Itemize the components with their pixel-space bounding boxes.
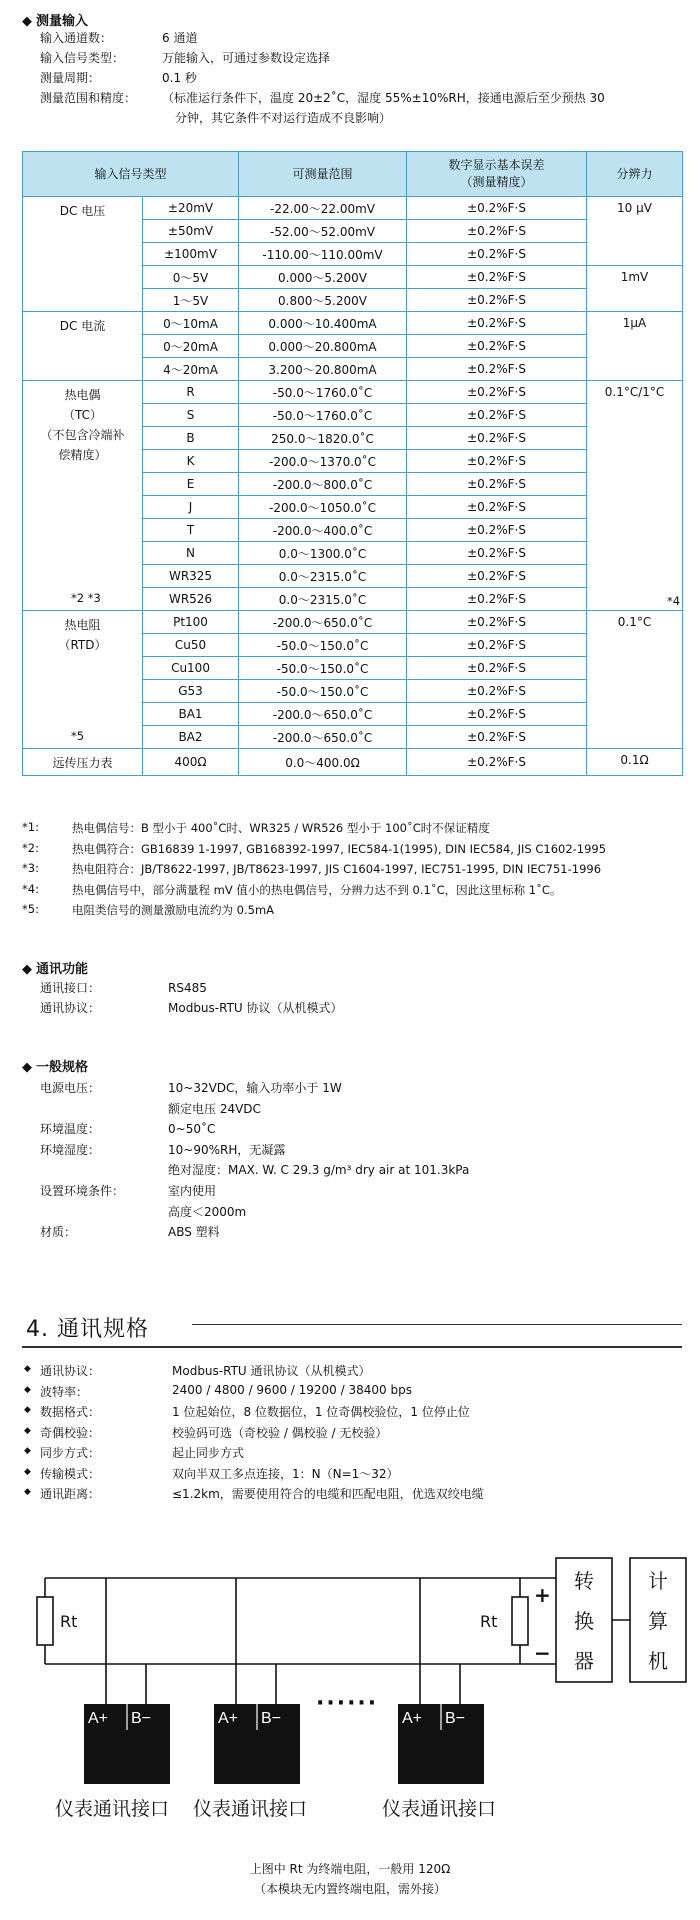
range-cell: 0.0～2315.0˚C — [239, 588, 407, 611]
accuracy-cell: ±0.2%F·S — [407, 565, 587, 588]
footnote-mark: *2: — [22, 840, 39, 855]
spec-key: 通讯协议： — [40, 1001, 101, 1015]
section-4-banner — [22, 1310, 682, 1344]
signal-cell: 0～5V — [143, 266, 239, 289]
footnote-marker: *2 *3 — [71, 591, 101, 605]
section-4-title: 4. 通讯规格 — [26, 1317, 149, 1342]
signal-cell: 1～5V — [143, 289, 239, 312]
computer-label-2: 算 — [648, 1609, 668, 1633]
device-3-caption: 仪表通讯接口 — [382, 1798, 497, 1820]
converter-label-2: 换 — [574, 1609, 594, 1633]
signal-group-name: （RTD） — [58, 638, 107, 652]
range-cell: -200.0～1370.0˚C — [239, 450, 407, 473]
signal-group-cell — [23, 611, 143, 749]
range-cell: -50.0～1760.0˚C — [239, 404, 407, 427]
comm-spec-value: 起止同步方式 — [172, 1446, 245, 1460]
range-cell: -200.0～650.0˚C — [239, 726, 407, 749]
signal-group-name: （TC） — [62, 408, 102, 422]
range-cell: 0.0～2315.0˚C — [239, 565, 407, 588]
spec-value: 绝对湿度：MAX. W. C 29.3 g/m³ dry air at 101.3kPa — [168, 1163, 470, 1178]
comm-spec-value: 校验码可选（奇校验 / 偶校验 / 无校验） — [172, 1425, 388, 1440]
signal-group-name: 远传压力表 — [52, 756, 113, 770]
signal-cell: E — [143, 473, 239, 496]
resolution-cell — [587, 266, 683, 312]
range-cell: 0.000～5.200V — [239, 266, 407, 289]
accuracy-cell: ±0.2%F·S — [407, 680, 587, 703]
accuracy-cell: ±0.2%F·S — [407, 473, 587, 496]
diamond-bullet-icon: ◆ — [24, 1405, 31, 1415]
spec-key: 环境湿度： — [40, 1142, 101, 1157]
footnote-text: 热电阻符合：JB/T8622-1997, JB/T8623-1997, JIS C1604-1997, IEC751-1995, DIN IEC751-1996 — [72, 862, 602, 876]
signal-group-name: DC 电压 — [59, 204, 106, 218]
comm-spec-value: 双向半双工多点连接，1：N（N=1～32） — [172, 1466, 399, 1481]
signal-cell: 0～10mA — [143, 312, 239, 335]
rt-label-left: Rt — [60, 1612, 78, 1631]
spec-value: 额定电压 24VDC — [168, 1101, 261, 1116]
accuracy-cell: ±0.2%F·S — [407, 404, 587, 427]
accuracy-cell: ±0.2%F·S — [407, 588, 587, 611]
comm-spec-key: 波特率： — [40, 1384, 89, 1399]
signal-cell: 0～20mA — [143, 335, 239, 358]
spec-value: 10~32VDC，输入功率小于 1W — [168, 1081, 342, 1095]
comm-spec-key: 同步方式： — [40, 1446, 101, 1460]
comm-spec-row — [24, 1362, 664, 1380]
comm-spec-row — [24, 1485, 664, 1503]
spec-value: 室内使用 — [168, 1184, 217, 1198]
device-2-a-label: A+ — [218, 1710, 239, 1727]
signal-cell: BA2 — [143, 726, 239, 749]
comm-spec-key: 通讯协议： — [40, 1364, 101, 1378]
accuracy-cell: ±0.2%F·S — [407, 542, 587, 565]
signal-cell: 400Ω — [143, 749, 239, 776]
comm-spec-value: Modbus-RTU 通讯协议（从机模式） — [172, 1364, 371, 1378]
table-row — [23, 381, 683, 404]
signal-cell: K — [143, 450, 239, 473]
diamond-bullet-icon: ◆ — [24, 1384, 31, 1395]
footnote-mark: *3: — [22, 861, 39, 875]
spec-key: 通讯接口： — [40, 981, 101, 995]
spec-value: 高度＜2000m — [168, 1204, 247, 1219]
comm-spec-key: 数据格式： — [40, 1405, 101, 1419]
footnote-marker: *4 — [666, 594, 681, 608]
comm-spec-row — [24, 1424, 664, 1442]
banner-underline — [22, 1346, 682, 1348]
range-cell: -200.0～400.0˚C — [239, 519, 407, 542]
accuracy-cell: ±0.2%F·S — [407, 197, 587, 220]
resolution-cell — [587, 312, 683, 381]
range-cell: -50.0～150.0˚C — [239, 680, 407, 703]
spec-key: 测量周期： — [40, 71, 101, 85]
signal-group-name: （不包含冷端补 — [40, 428, 125, 442]
rs485-wiring-diagram — [0, 1540, 700, 1840]
converter-label-1: 转 — [574, 1569, 594, 1593]
range-cell: -200.0～650.0˚C — [239, 703, 407, 726]
spec-key: 设置环境条件： — [40, 1184, 125, 1198]
accuracy-cell: ±0.2%F·S — [407, 634, 587, 657]
spec-value: RS485 — [168, 981, 207, 995]
comm-spec-row — [24, 1465, 664, 1483]
range-cell: -200.0～800.0˚C — [239, 473, 407, 496]
comm-spec-value: 2400 / 4800 / 9600 / 19200 / 38400 bps — [172, 1382, 412, 1397]
measure-range-text-1: （标准运行条件下，温度 20±2˚C，湿度 55%±10%RH，接通电源后至少预热 30 — [162, 91, 605, 105]
signal-cell: T — [143, 519, 239, 542]
signal-cell: Cu50 — [143, 634, 239, 657]
accuracy-cell: ±0.2%F·S — [407, 266, 587, 289]
signal-cell: B — [143, 427, 239, 450]
table-row — [23, 749, 683, 776]
signal-cell: J — [143, 496, 239, 519]
signal-group-name: 热电阻 — [64, 618, 101, 632]
spec-value: 10~90%RH，无凝露 — [168, 1142, 286, 1157]
accuracy-cell: ±0.2%F·S — [407, 381, 587, 404]
measurement-range-table — [22, 151, 683, 776]
footnote — [22, 820, 682, 838]
signal-cell: BA1 — [143, 703, 239, 726]
header-signal-type: 输入信号类型 — [23, 152, 239, 197]
spec-key: 电源电压： — [40, 1081, 101, 1095]
device-3-b-label: B− — [445, 1710, 466, 1727]
comm-section-title: ◆ 通讯功能 — [22, 962, 89, 977]
resolution-cell — [587, 197, 683, 266]
measure-section-title: ◆ 测量输入 — [22, 14, 89, 29]
plus-terminal-label: + — [534, 1583, 551, 1607]
signal-cell: R — [143, 381, 239, 404]
device-3-a-label: A+ — [402, 1710, 423, 1727]
range-cell: 0.0～400.0Ω — [239, 749, 407, 776]
spec-value: Modbus-RTU 协议（从机模式） — [168, 1001, 343, 1015]
table-row — [23, 197, 683, 220]
header-resolution: 分辨力 — [587, 152, 683, 197]
comm-spec-value: ≤1.2km，需要使用符合的电缆和匹配电阻，优选双绞电缆 — [172, 1487, 484, 1501]
spec-value: ABS 塑料 — [168, 1225, 220, 1240]
spec-key: 输入信号类型： — [40, 51, 125, 65]
accuracy-cell: ±0.2%F·S — [407, 726, 587, 749]
comm-spec-row — [24, 1403, 664, 1421]
range-cell: -50.0～150.0˚C — [239, 657, 407, 680]
accuracy-cell: ±0.2%F·S — [407, 220, 587, 243]
signal-cell: ±50mV — [143, 220, 239, 243]
spec-value: 6 通道 — [162, 31, 198, 45]
computer-label-3: 机 — [648, 1649, 668, 1673]
converter-label-3: 器 — [574, 1649, 594, 1673]
footnote — [22, 902, 682, 920]
comm-spec-value: 1 位起始位，8 位数据位，1 位奇偶校验位，1 位停止位 — [172, 1405, 470, 1419]
accuracy-cell: ±0.2%F·S — [407, 611, 587, 634]
footnote-mark: *1: — [22, 820, 39, 834]
signal-cell: Pt100 — [143, 611, 239, 634]
resolution-value: 0.1Ω — [620, 753, 649, 767]
accuracy-cell: ±0.2%F·S — [407, 519, 587, 542]
diamond-bullet-icon: ◆ — [24, 1446, 31, 1456]
spec-value: 0.1 秒 — [162, 71, 197, 85]
table-row — [23, 312, 683, 335]
minus-terminal-label: − — [534, 1641, 551, 1665]
resolution-cell — [587, 749, 683, 776]
signal-cell: WR526 — [143, 588, 239, 611]
accuracy-cell: ±0.2%F·S — [407, 358, 587, 381]
accuracy-cell: ±0.2%F·S — [407, 312, 587, 335]
range-cell: -50.0～150.0˚C — [239, 634, 407, 657]
range-cell: 250.0～1820.0˚C — [239, 427, 407, 450]
comm-spec-key: 通讯距离： — [40, 1487, 101, 1501]
footnote-text: 热电偶信号：B 型小于 400˚C时、WR325 / WR526 型小于 100˚C时不保证精度 — [72, 821, 490, 835]
footnote-mark: *5: — [22, 902, 39, 916]
measure-range-key: 测量范围和精度： — [40, 91, 137, 105]
range-cell: 0.800～5.200V — [239, 289, 407, 312]
spec-key: 输入通道数： — [40, 31, 113, 45]
signal-group-name: 热电偶 — [64, 388, 101, 402]
footnote-mark: *4: — [22, 881, 39, 896]
banner-divider — [192, 1324, 682, 1325]
diamond-bullet-icon: ◆ — [24, 1425, 31, 1436]
device-1-a-label: A+ — [88, 1710, 109, 1727]
range-cell: -200.0～1050.0˚C — [239, 496, 407, 519]
signal-cell: S — [143, 404, 239, 427]
signal-group-cell — [23, 749, 143, 776]
accuracy-cell: ±0.2%F·S — [407, 427, 587, 450]
resolution-cell — [587, 381, 683, 611]
spec-key: 材质： — [40, 1225, 77, 1240]
spec-key: 环境温度： — [40, 1122, 101, 1137]
resolution-value: 0.1°C — [617, 615, 652, 629]
measure-range-text-2: 分钟，其它条件不对运行造成不良影响） — [175, 111, 392, 125]
resolution-value: 1μA — [622, 316, 647, 330]
range-cell: -22.00～22.00mV — [239, 197, 407, 220]
signal-group-cell — [23, 381, 143, 611]
signal-group-name: DC 电流 — [59, 319, 106, 333]
header-accuracy: 数字显示基本误差 （测量精度） — [407, 152, 587, 197]
signal-cell: G53 — [143, 680, 239, 703]
general-section-title: ◆ 一般规格 — [22, 1060, 89, 1075]
accuracy-cell: ±0.2%F·S — [407, 335, 587, 358]
resolution-value: 10 μV — [617, 201, 652, 215]
range-cell: -52.00～52.00mV — [239, 220, 407, 243]
range-cell: 3.200～20.800mA — [239, 358, 407, 381]
range-cell: 0.000～20.800mA — [239, 335, 407, 358]
diamond-bullet-icon: ◆ — [24, 1487, 31, 1497]
signal-cell: Cu100 — [143, 657, 239, 680]
accuracy-cell: ±0.2%F·S — [407, 450, 587, 473]
device-1-caption: 仪表通讯接口 — [55, 1798, 170, 1820]
diamond-bullet-icon: ◆ — [22, 14, 32, 29]
signal-group-cell — [23, 197, 143, 312]
signal-cell: 4～20mA — [143, 358, 239, 381]
resolution-value: 1mV — [620, 270, 649, 284]
header-range: 可测量范围 — [239, 152, 407, 197]
accuracy-cell: ±0.2%F·S — [407, 289, 587, 312]
diagram-caption-2: （本模块无内置终端电阻，需外接） — [253, 1882, 446, 1896]
accuracy-cell: ±0.2%F·S — [407, 657, 587, 680]
range-cell: -200.0～650.0˚C — [239, 611, 407, 634]
signal-cell: ±20mV — [143, 197, 239, 220]
resolution-cell — [587, 611, 683, 749]
signal-cell: WR325 — [143, 565, 239, 588]
accuracy-cell: ±0.2%F·S — [407, 243, 587, 266]
signal-cell: ±100mV — [143, 243, 239, 266]
comm-spec-key: 传输模式： — [40, 1466, 101, 1481]
accuracy-cell: ±0.2%F·S — [407, 749, 587, 776]
range-cell: 0.000～10.400mA — [239, 312, 407, 335]
diamond-bullet-icon: ◆ — [24, 1466, 31, 1477]
rt-label-right: Rt — [480, 1612, 498, 1631]
diagram-caption-1: 上图中 Rt 为终端电阻，一般用 120Ω — [249, 1862, 451, 1876]
device-2-caption: 仪表通讯接口 — [193, 1798, 308, 1820]
spec-value: 0~50˚C — [168, 1122, 216, 1137]
computer-label-1: 计 — [648, 1569, 668, 1593]
accuracy-cell: ±0.2%F·S — [407, 496, 587, 519]
diamond-bullet-icon: ◆ — [22, 1060, 32, 1075]
footnote — [22, 841, 682, 859]
signal-group-cell — [23, 312, 143, 381]
footnote-text: 电阻类信号的测量激励电流约为 0.5mA — [72, 903, 275, 917]
footnote-marker: *5 — [71, 729, 85, 743]
resolution-value: 0.1°C/1°C — [604, 385, 665, 399]
range-cell: -50.0～1760.0˚C — [239, 381, 407, 404]
table-row — [23, 611, 683, 634]
signal-group-name: 偿精度） — [58, 448, 107, 462]
diamond-bullet-icon: ◆ — [22, 962, 32, 977]
comm-spec-key: 奇偶校验： — [40, 1425, 101, 1440]
device-2-b-label: B− — [261, 1710, 282, 1727]
range-cell: -110.00～110.00mV — [239, 243, 407, 266]
footnote — [22, 861, 682, 879]
diamond-bullet-icon: ◆ — [24, 1364, 31, 1374]
device-1-b-label: B− — [131, 1710, 152, 1727]
footnote-text: 热电偶符合：GB16839 1-1997, GB168392-1997, IEC584-1(1995), DIN IEC584, JIS C1602-1995 — [72, 841, 607, 856]
footnote — [22, 882, 682, 900]
spec-value: 万能输入，可通过参数设定选择 — [162, 51, 331, 65]
footnote-text: 热电偶信号中，部分满量程 mV 值小的热电偶信号，分辨力达不到 0.1˚C，因此这里标称 1˚C。 — [72, 882, 562, 897]
comm-spec-row — [24, 1444, 664, 1462]
terminator-resistor-right — [512, 1597, 528, 1645]
accuracy-cell: ±0.2%F·S — [407, 703, 587, 726]
more-devices-ellipsis: ······ — [316, 1691, 379, 1716]
signal-cell: N — [143, 542, 239, 565]
range-cell: 0.0～1300.0˚C — [239, 542, 407, 565]
terminator-resistor-left — [37, 1597, 53, 1645]
comm-spec-row — [24, 1383, 664, 1401]
